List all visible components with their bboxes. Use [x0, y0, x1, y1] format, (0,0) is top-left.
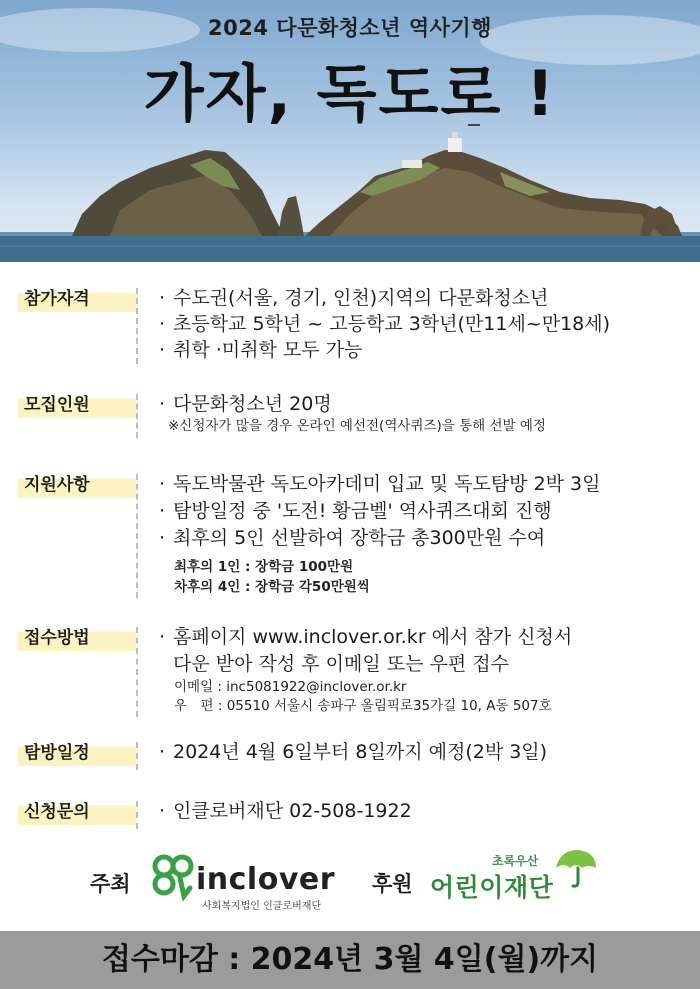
apply-item-continued: 다운 받아 작성 후 이메일 또는 우편 접수: [173, 653, 509, 675]
event-subtitle: 2024 다문화청소년 역사기행: [208, 16, 492, 40]
label-apply: 접수방법: [18, 625, 136, 651]
childfund-logo-text: 어린이재단: [430, 873, 554, 902]
recruit-note: ※신청자가 많을 경우 온라인 예선전(역사퀴즈)을 통해 선발 예정: [168, 418, 546, 434]
dashed-divider: [136, 627, 138, 717]
childfund-small-text: 초록우산: [492, 854, 539, 868]
apply-postal-address: 우 편 : 05510 서울시 송파구 올림픽로35가길 10, A동 507호: [174, 698, 552, 714]
apply-email: 이메일 : inc5081922@inclover.or.kr: [174, 679, 407, 695]
dashed-divider: [136, 801, 138, 829]
schedule-item: · 2024년 4월 6일부터 8일까지 예정(2박 3일): [158, 741, 548, 763]
scholarship-note: 차후의 4인 : 장학금 각50만원씩: [174, 579, 370, 595]
host-label: 주최: [90, 872, 131, 896]
event-title: 가자, 독도로 !: [143, 57, 557, 130]
hero-banner: [0, 0, 700, 262]
support-item: · 최후의 5인 선발하여 장학금 총300만원 수여: [158, 527, 546, 549]
inclover-logo-text: inclover: [196, 862, 336, 897]
dashed-divider: [136, 394, 138, 438]
recruit-item: · 다문화청소년 20명: [158, 393, 332, 415]
deadline-bar: [0, 931, 700, 989]
apply-item: · 홈페이지 www.inclover.or.kr 에서 참가 신청서: [158, 626, 573, 648]
dashed-divider: [136, 288, 138, 364]
label-schedule: 탐방일정: [18, 740, 136, 766]
dashed-divider: [136, 474, 138, 598]
eligibility-item: · 취학 ·미취학 모두 가능: [158, 339, 363, 361]
support-item: · 독도박물관 독도아카데미 입교 및 독도탐방 2박 3일: [158, 473, 601, 495]
green-umbrella-icon: [552, 846, 600, 890]
inclover-logo-subtitle: 사회복지법인 인클로버재단: [202, 901, 322, 912]
support-item: · 탐방일정 중 '도전! 황금벨' 역사퀴즈대회 진행: [158, 500, 552, 522]
eligibility-item: · 초등학교 5학년 ~ 고등학교 3학년(만11세~만18세): [158, 313, 611, 335]
scholarship-note: 최후의 1인 : 장학금 100만원: [174, 559, 354, 575]
inclover-clover-icon: [150, 852, 200, 902]
label-contact: 신청문의: [18, 799, 136, 825]
label-support: 지원사항: [18, 472, 136, 498]
label-recruit: 모집인원: [18, 392, 136, 418]
contact-item: · 인클로버재단 02-508-1922: [158, 800, 412, 822]
support-label: 후원: [372, 872, 413, 896]
deadline-text: 접수마감 : 2024년 3월 4일(월)까지: [101, 942, 599, 977]
label-eligibility: 참가자격: [18, 286, 136, 312]
eligibility-item: · 수도권(서울, 경기, 인천)지역의 다문화청소년: [158, 287, 549, 309]
dashed-divider: [136, 742, 138, 770]
